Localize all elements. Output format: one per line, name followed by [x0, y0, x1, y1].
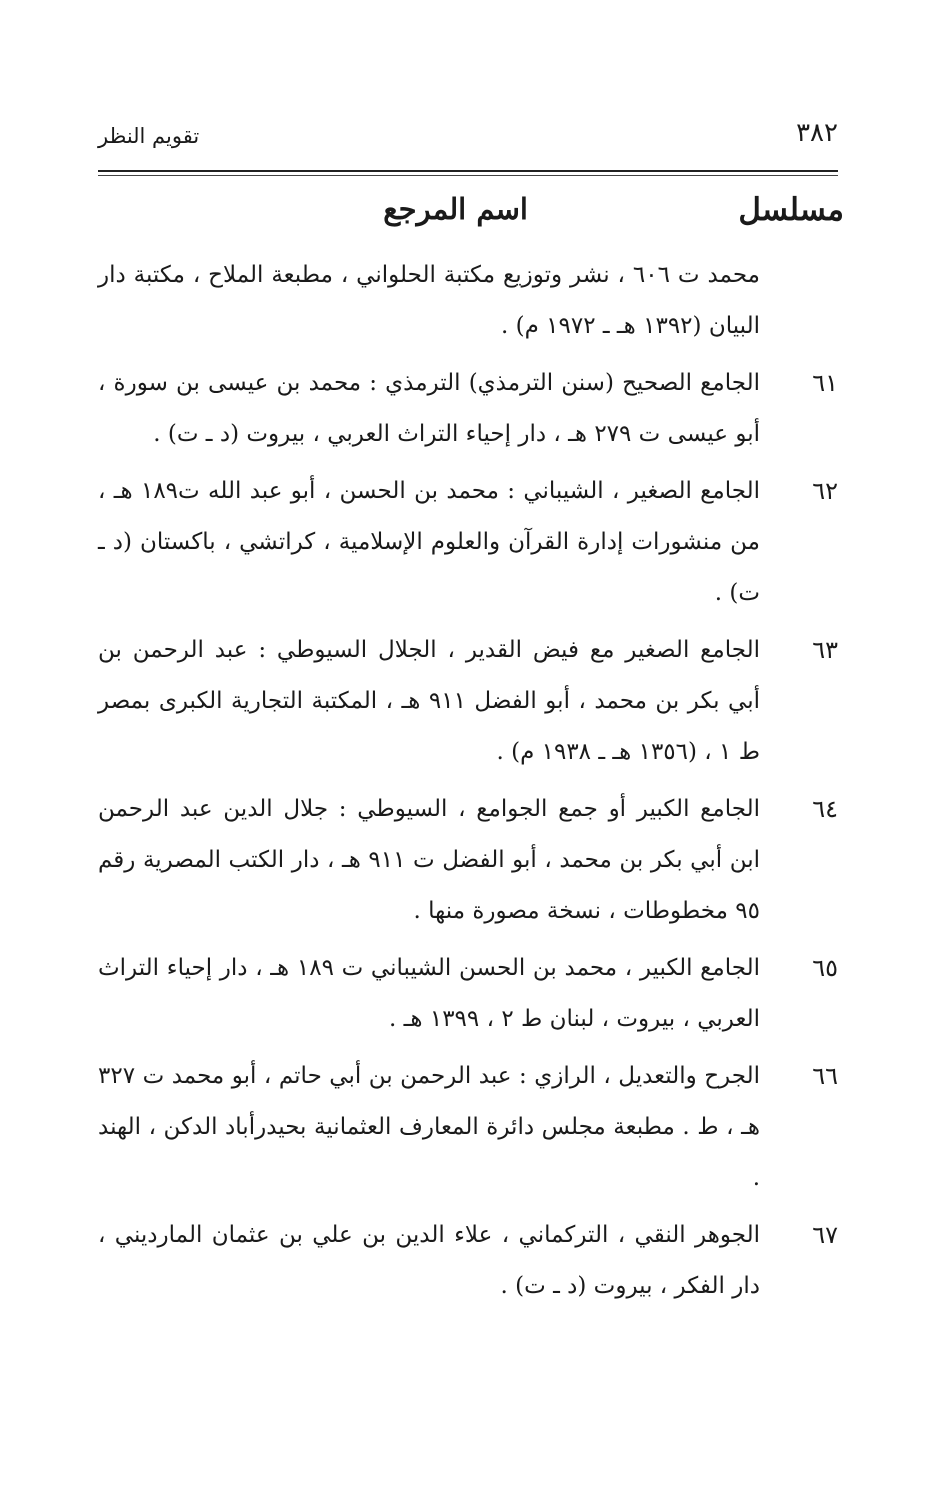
reference-entry — [98, 1051, 838, 1204]
entry-serial: ٦١ — [812, 369, 838, 397]
entry-text: الجامع الصحيح (سنن الترمذي) الترمذي : محمد بن عيسى بن سورة ، أبو عيسى ت ٢٧٩ هـ ، دار إحياء التراث العربي ، بيروت (د ـ ت) . — [98, 370, 760, 447]
entry-serial: ٦٦ — [812, 1062, 838, 1090]
book-title: تقويم النظر — [98, 124, 200, 148]
entry-text: الجامع الصغير مع فيض القدير ، الجلال السيوطي : عبد الرحمن بن أبي بكر بن محمد ، أبو الفضل ٩١١ هـ ، المكتبة التجارية الكبرى بمصر ط ١ ، (١٣٥٦ هـ ـ ١٩٣٨ م) . — [98, 637, 760, 765]
reference-entry — [98, 784, 838, 937]
reference-entry — [98, 943, 838, 1045]
column-headings — [98, 192, 844, 240]
entry-serial: ٦٣ — [812, 636, 838, 664]
entry-text: الجامع الكبير ، محمد بن الحسن الشيباني ت ١٨٩ هـ ، دار إحياء التراث العربي ، بيروت ، لبنان ط ٢ ، ١٣٩٩ هـ . — [98, 955, 760, 1032]
entry-text: الجوهر النقي ، التركماني ، علاء الدين بن علي بن عثمان المارديني ، دار الفكر ، بيروت (د ـ ت) . — [98, 1222, 760, 1299]
reference-entry — [98, 466, 838, 619]
reference-entry-continuation — [98, 250, 838, 352]
page-number: ٣٨٢ — [796, 118, 838, 148]
reference-name-column-heading: اسم المرجع — [383, 192, 528, 226]
entry-serial: ٦٧ — [812, 1221, 838, 1249]
reference-entry — [98, 358, 838, 460]
entry-serial: ٦٥ — [812, 954, 838, 982]
entry-serial: ٦٢ — [812, 477, 838, 505]
reference-entry — [98, 625, 838, 778]
entry-serial: ٦٤ — [812, 795, 838, 823]
header-rule-thin — [98, 175, 838, 176]
entry-text: محمد ت ٦٠٦ ، نشر وتوزيع مكتبة الحلواني ، مطبعة الملاح ، مكتبة دار البيان (١٣٩٢ هـ ـ ١٩٧٢ م) . — [98, 262, 761, 339]
entry-text: الجرح والتعديل ، الرازي : عبد الرحمن بن أبي حاتم ، أبو محمد ت ٣٢٧ هـ ، ط . مطبعة مجلس دائرة المعارف العثمانية بحيدرأباد الدكن ، الهند . — [98, 1063, 760, 1191]
serial-column-heading: مسلسل — [738, 192, 844, 228]
running-header — [98, 118, 838, 158]
entry-text: الجامع الكبير أو جمع الجوامع ، السيوطي : جلال الدين عبد الرحمن ابن أبي بكر بن محمد ، أبو الفضل ت ٩١١ هـ ، دار الكتب المصرية رقم ٩٥ مخطوطات ، نسخة مصورة منها . — [98, 796, 760, 924]
reference-entry — [98, 1210, 838, 1312]
entry-text: الجامع الصغير ، الشيباني : محمد بن الحسن ، أبو عبد الله ت١٨٩ هـ ، من منشورات إدارة القرآن والعلوم الإسلامية ، كراتشي ، باكستان (د ـ ت) . — [98, 478, 760, 606]
header-rule — [98, 170, 838, 172]
reference-list — [98, 250, 838, 1318]
